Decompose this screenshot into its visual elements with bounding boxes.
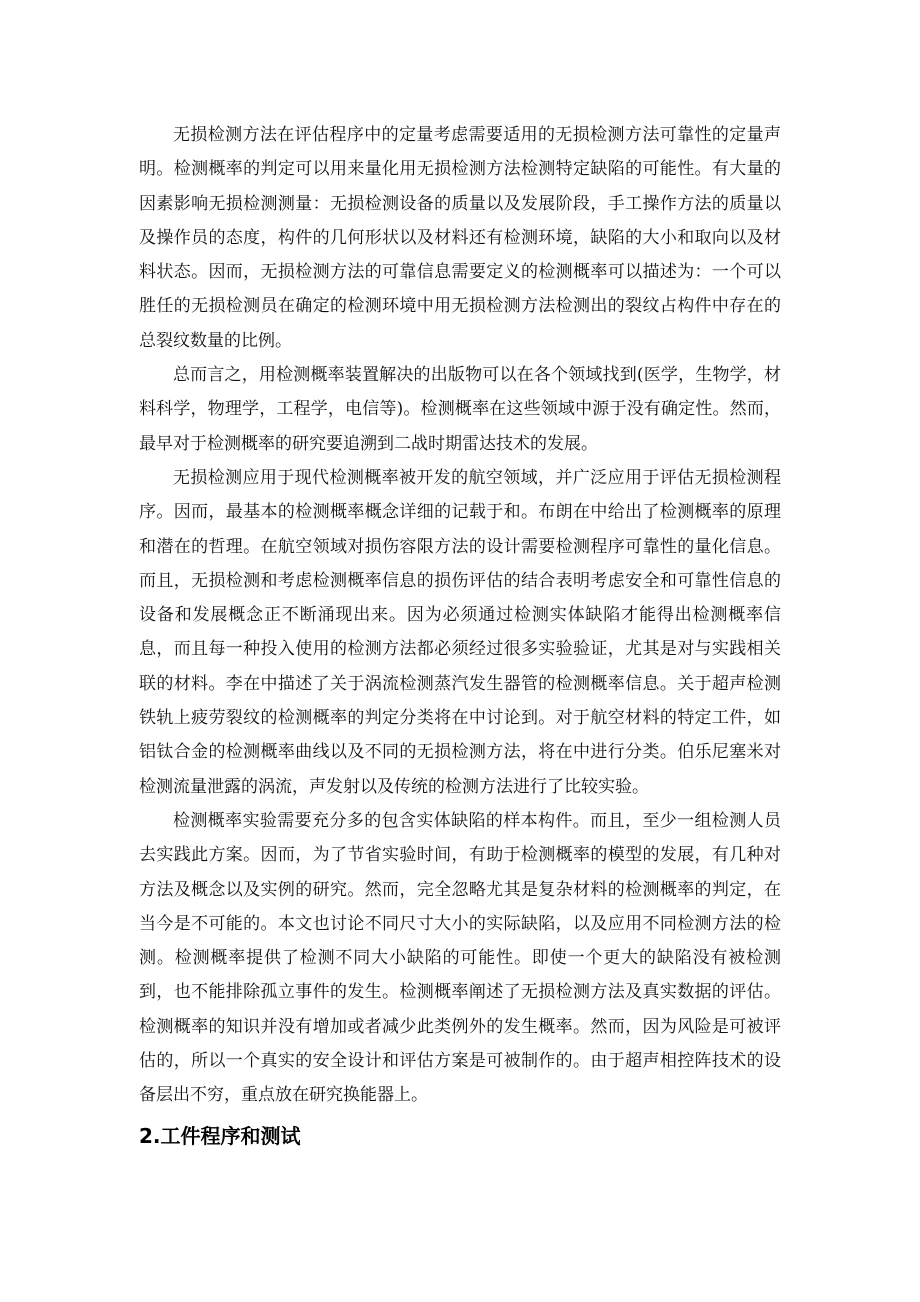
paragraph-3: 无损检测应用于现代检测概率被开发的航空领域，并广泛应用于评估无损检测程序。因而，最基本的检测概率概念详细的记载于和。布朗在中给出了检测概率的原理和潜在的哲理。在航空领域对损伤容限方法的设计需要检测程序可靠性的量化信息。而且，无损检测和考虑检测概率信息的损伤评估的结合表明考虑安全和可靠性信息的设备和发展概念正不断涌现出来。因为必须通过检测实体缺陷才能得出检测概率信息，而且每一种投入使用的检测方法都必须经过很多实验验证，尤其是对与实践相关联的材料。李在中描述了关于涡流检测蒸汽发生器管的检测概率信息。关于超声检测铁轨上疲劳裂纹的检测概率的判定分类将在中讨论到。对于航空材料的特定工件，如铝钛合金的检测概率曲线以及不同的无损检测方法，将在中进行分类。伯乐尼塞米对检测流量泄露的涡流，声发射以及传统的检测方法进行了比较实验。 [139, 467, 781, 797]
document-body [139, 118, 781, 1153]
paragraph-4: 检测概率实验需要充分多的包含实体缺陷的样本构件。而且，至少一组检测人员去实践此方案。因而，为了节省实验时间，有助于检测概率的模型的发展，有几种对方法及概念以及实例的研究。然而，完全忽略尤其是复杂材料的检测概率的判定，在当今是不可能的。本文也讨论不同尺寸大小的实际缺陷，以及应用不同检测方法的检测。检测概率提供了检测不同大小缺陷的可能性。即使一个更大的缺陷没有被检测到，也不能排除孤立事件的发生。检测概率阐述了无损检测方法及真实数据的评估。检测概率的知识并没有增加或者减少此类例外的发生概率。然而，因为风险是可被评估的，所以一个真实的安全设计和评估方案是可被制作的。由于超声相控阵技术的设备层出不穷，重点放在研究换能器上。 [139, 810, 781, 1106]
paragraph-1: 无损检测方法在评估程序中的定量考虑需要适用的无损检测方法可靠性的定量声明。检测概率的判定可以用来量化用无损检测方法检测特定缺陷的可能性。有大量的因素影响无损检测测量：无损检测设备的质量以及发展阶段，手工操作方法的质量以及操作员的态度，构件的几何形状以及材料还有检测环境，缺陷的大小和取向以及材料状态。因而，无损检测方法的可靠信息需要定义的检测概率可以描述为：一个可以胜任的无损检测员在确定的检测环境中用无损检测方法检测出的裂纹占构件中存在的总裂纹数量的比例。 [139, 125, 781, 351]
section-heading: 2.工件程序和测试 [139, 1123, 301, 1148]
paragraph-2: 总而言之，用检测概率装置解决的出版物可以在各个领域找到(医学，生物学，材料科学，物理学，工程学，电信等)。检测概率在这些领域中源于没有确定性。然而，最早对于检测概率的研究要追溯到二战时期雷达技术的发展。 [139, 365, 781, 454]
